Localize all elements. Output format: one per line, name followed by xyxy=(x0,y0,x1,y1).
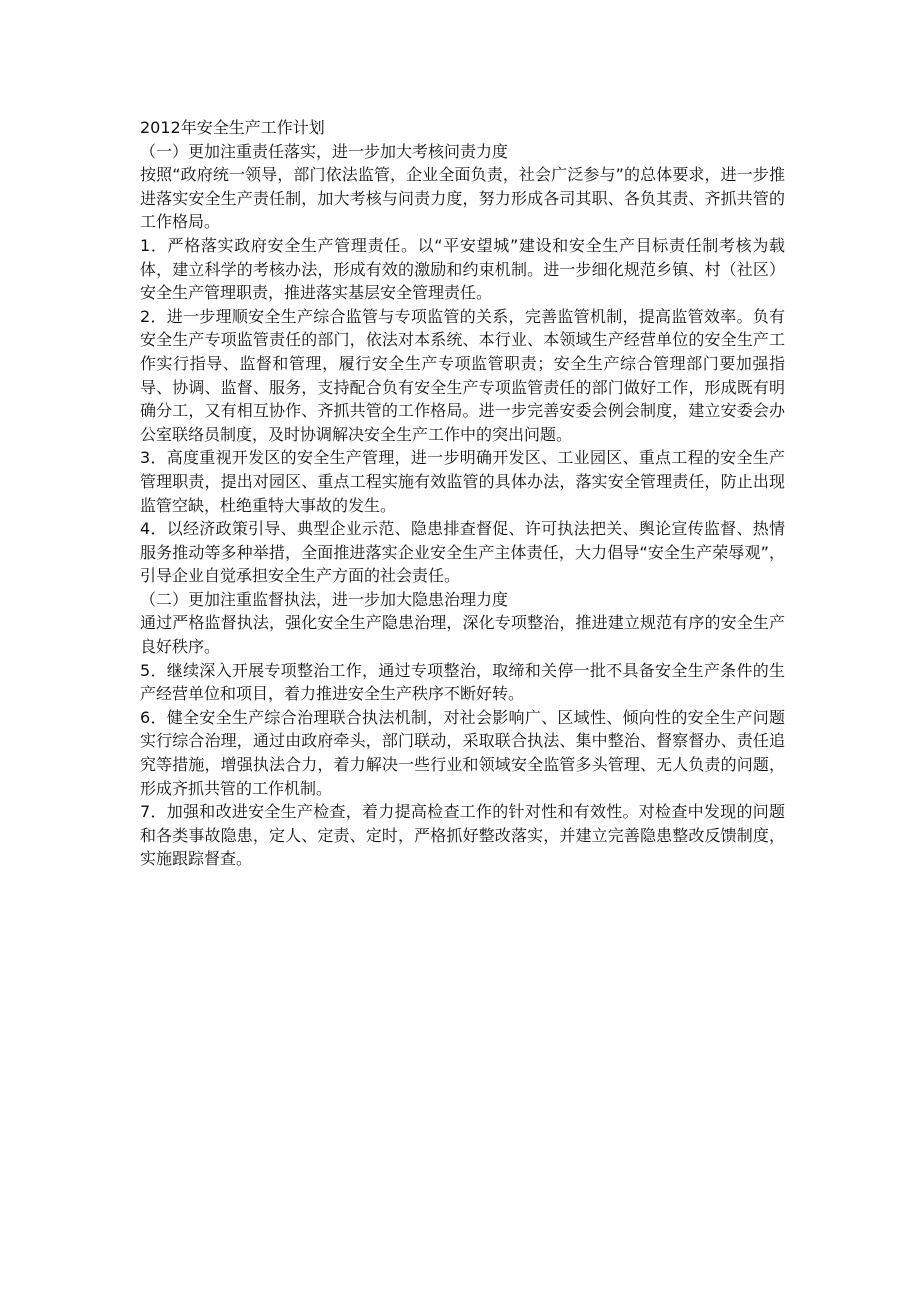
paragraph-intro-1: 按照“政府统一领导，部门依法监管，企业全面负责，社会广泛参与”的总体要求，进一步推进落实安全生产责任制，加大考核与问责力度，努力形成各司其职、各负其责、齐抓共管的工作格局。 xyxy=(140,165,785,232)
section-heading-1: （一）更加注重责任落实，进一步加大考核问责力度 xyxy=(140,141,509,161)
paragraph-item-4: 4．以经济政策引导、典型企业示范、隐患排查督促、许可执法把关、舆论宣传监督、热情服务推动等多种举措，全面推进落实企业安全生产主体责任，大力倡导“安全生产荣辱观”，引导企业自觉承担安全生产方面的社会责任。 xyxy=(140,519,785,586)
paragraph-item-1: 1．严格落实政府安全生产管理责任。以“平安望城”建设和安全生产目标责任制考核为载体，建立科学的考核办法，形成有效的激励和约束机制。进一步细化规范乡镇、村（社区）安全生产管理职责，推进落实基层安全管理责任。 xyxy=(140,235,785,303)
paragraph-item-7: 7．加强和改进安全生产检查，着力提高检查工作的针对性和有效性。对检查中发现的问题和各类事故隐患，定人、定责、定时，严格抓好整改落实，并建立完善隐患整改反馈制度，实施跟踪督查。 xyxy=(140,802,785,869)
document-title: 2012年安全生产工作计划 xyxy=(140,118,325,137)
paragraph-item-2: 2．进一步理顺安全生产综合监管与专项监管的关系，完善监管机制，提高监管效率。负有安全生产专项监管责任的部门，依法对本系统、本行业、本领域生产经营单位的安全生产工作实行指导、监督和管理，履行安全生产专项监管职责；安全生产综合管理部门要加强指导、协调、监督、服务，支持配合负有安全生产专项监管责任的部门做好工作，形成既有明确分工，又有相互协作、齐抓共管的工作格局。进一步完善安委会例会制度，建立安委会办公室联络员制度，及时协调解决安全生产工作中的突出问题。 xyxy=(140,306,785,444)
paragraph-item-5: 5．继续深入开展专项整治工作，通过专项整治，取缔和关停一批不具备安全生产条件的生产经营单位和项目，着力推进安全生产秩序不断好转。 xyxy=(140,660,785,704)
paragraph-item-6: 6．健全安全生产综合治理联合执法机制，对社会影响广、区域性、倾向性的安全生产问题实行综合治理，通过由政府牵头，部门联动，采取联合执法、集中整治、督察督办、责任追究等措施，增强执法合力，着力解决一些行业和领域安全监管多头管理、无人负责的问题，形成齐抓共管的工作机制。 xyxy=(140,707,785,798)
paragraph-item-3: 3．高度重视开发区的安全生产管理，进一步明确开发区、工业园区、重点工程的安全生产管理职责，提出对园区、重点工程实施有效监管的具体办法，落实安全管理责任，防止出现监管空缺，杜绝重特大事故的发生。 xyxy=(140,448,785,515)
section-heading-2: （二）更加注重监督执法，进一步加大隐患治理力度 xyxy=(140,589,509,609)
document-body xyxy=(140,116,785,871)
paragraph-intro-2: 通过严格监督执法，强化安全生产隐患治理，深化专项整治，推进建立规范有序的安全生产良好秩序。 xyxy=(140,613,785,657)
